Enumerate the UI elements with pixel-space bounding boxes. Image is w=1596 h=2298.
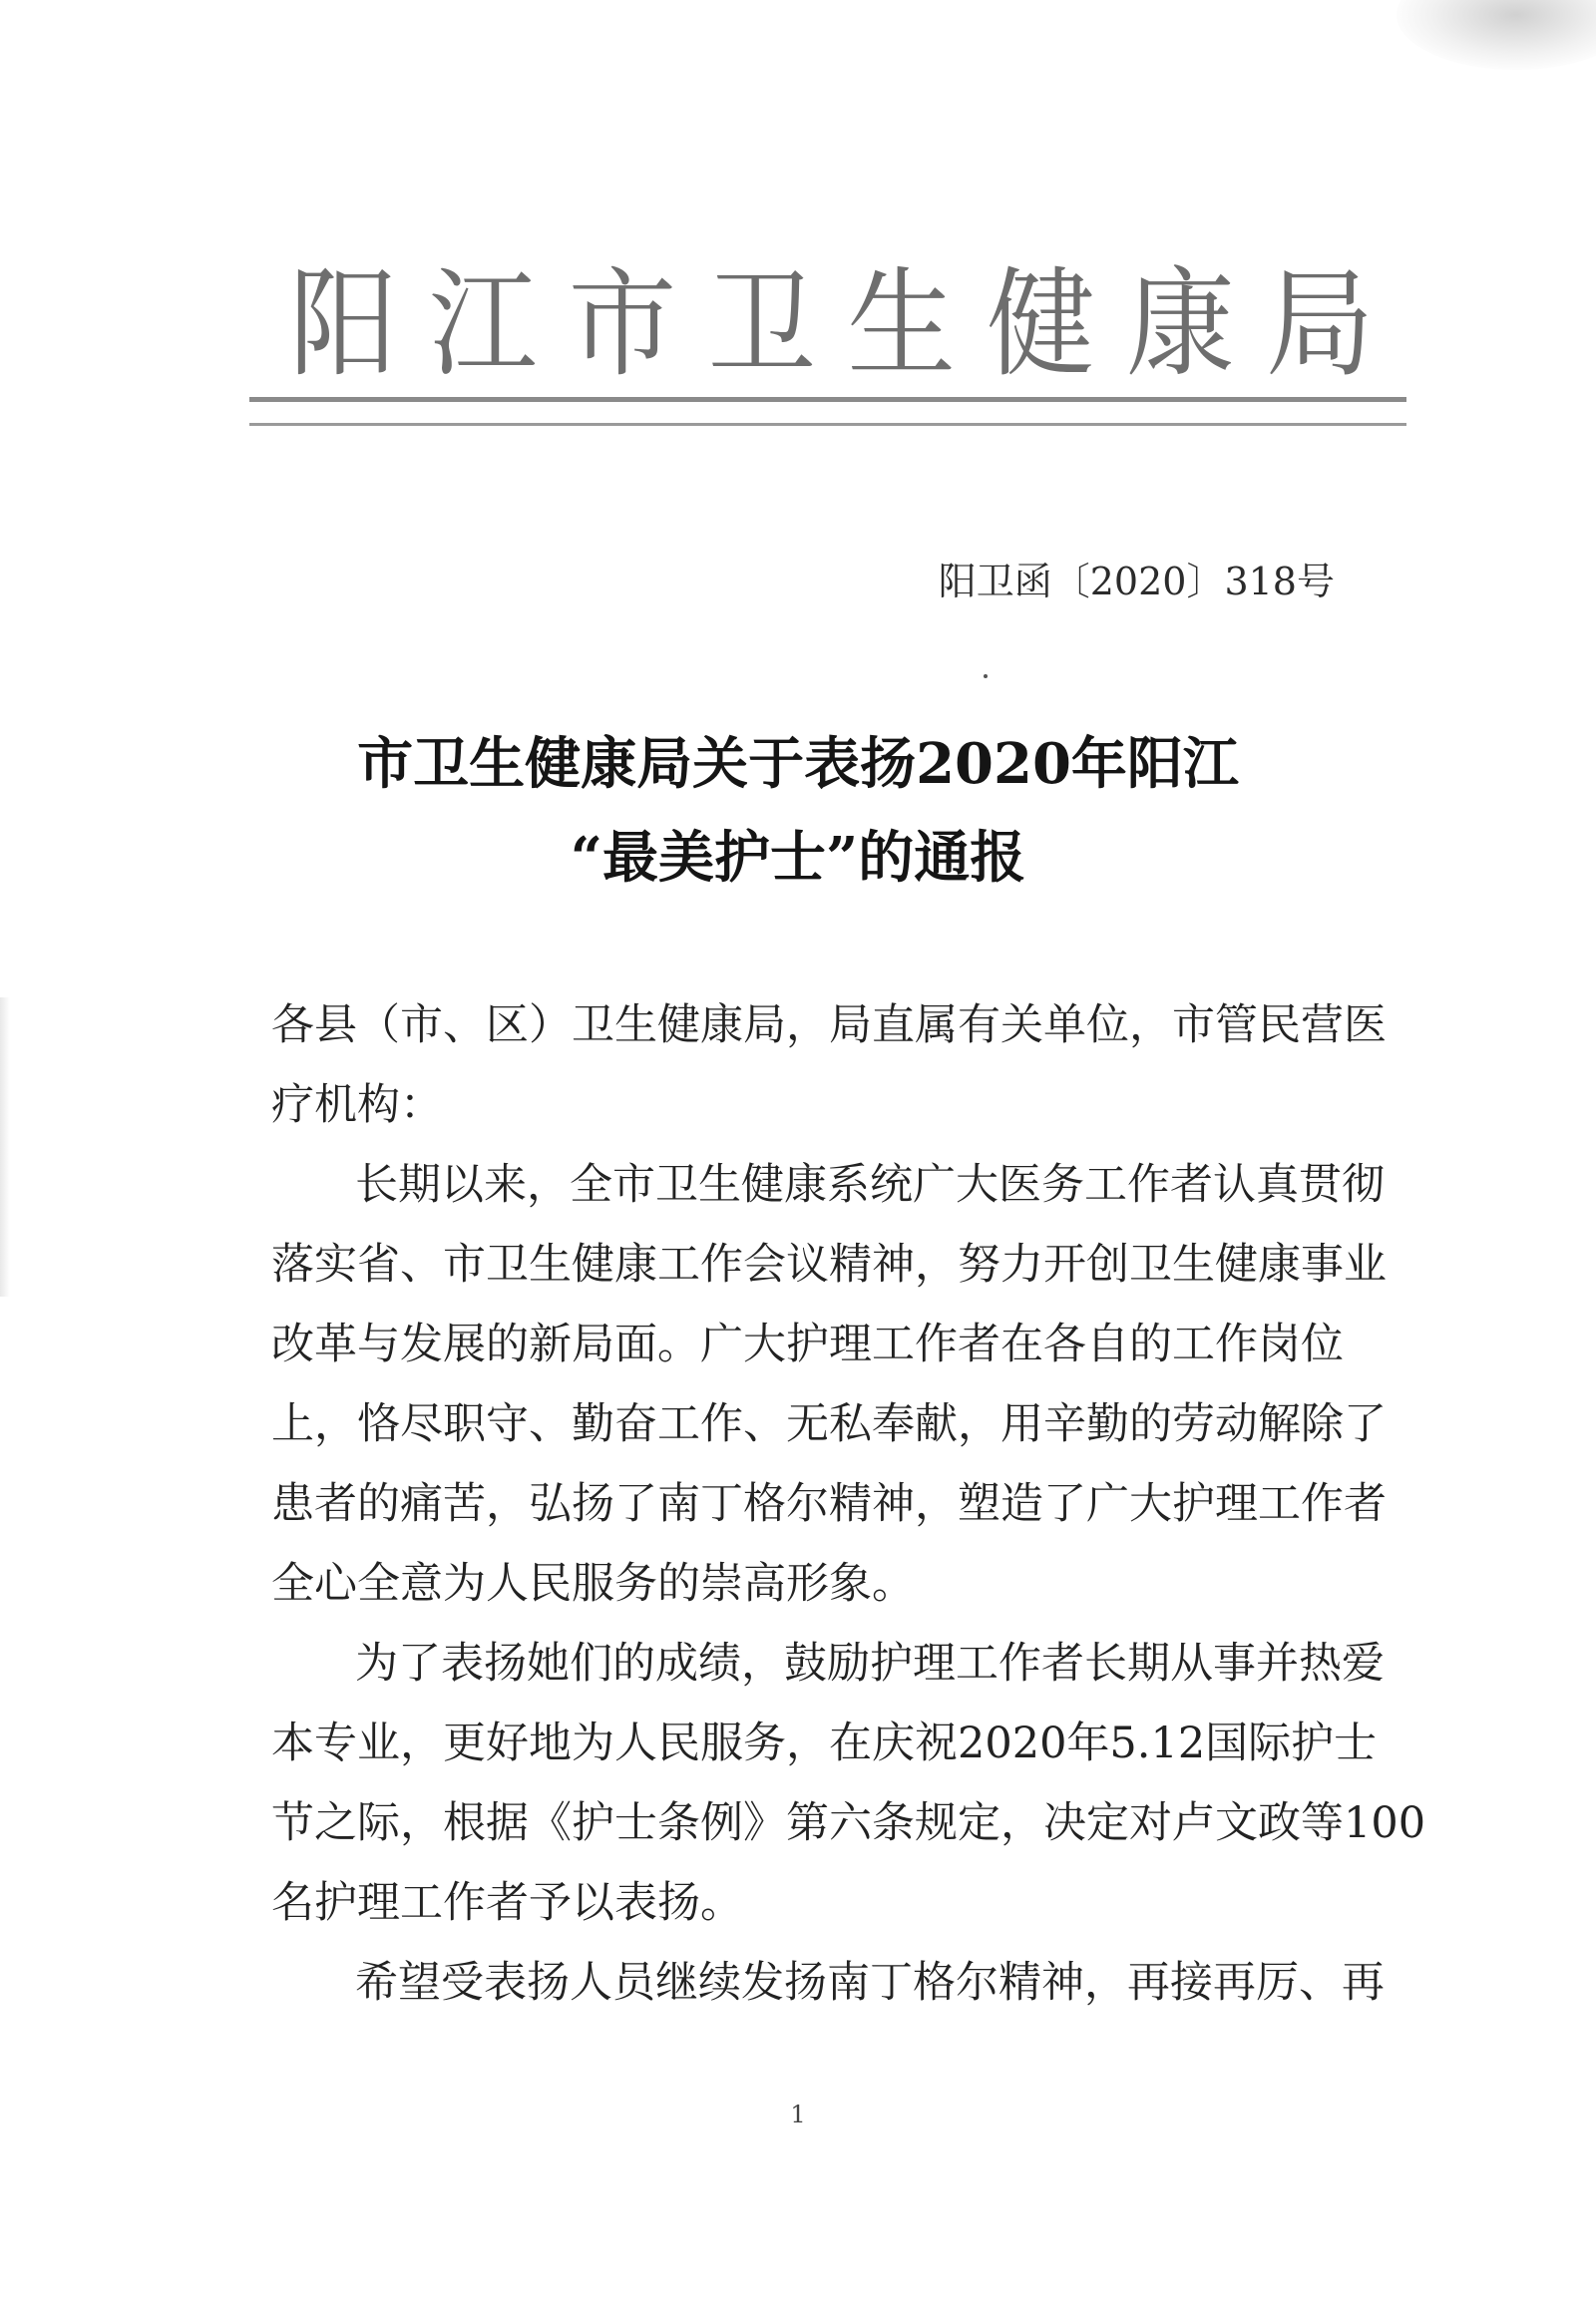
masthead-organization: 阳江市卫生健康局 bbox=[289, 255, 1405, 393]
body-line: 改革与发展的新局面。广大护理工作者在各自的工作岗位 bbox=[271, 1320, 1344, 1369]
document-title-line-1: 市卫生健康局关于表扬2020年阳江 bbox=[357, 731, 1239, 797]
salutation-line-2: 疗机构： bbox=[271, 1080, 443, 1130]
scan-corner-shadow bbox=[1396, 0, 1596, 70]
masthead-rule-thick bbox=[249, 397, 1406, 402]
document-number: 阳卫函〔2020〕318号 bbox=[938, 560, 1335, 603]
document-title-line-2: “最美护士”的通报 bbox=[570, 825, 1026, 891]
body-line: 全心全意为人民服务的崇高形象。 bbox=[271, 1559, 915, 1609]
scan-edge-shadow bbox=[0, 997, 10, 1297]
body-line: 患者的痛苦，弘扬了南丁格尔精神，塑造了广大护理工作者 bbox=[271, 1479, 1387, 1529]
salutation-line-1: 各县（市、区）卫生健康局，局直属有关单位，市管民营医 bbox=[271, 1000, 1387, 1050]
page-number: 1 bbox=[790, 2101, 806, 2128]
masthead-rule-thin bbox=[249, 423, 1406, 426]
body-line: 长期以来，全市卫生健康系统广大医务工作者认真贯彻 bbox=[355, 1160, 1385, 1210]
body-line: 名护理工作者予以表扬。 bbox=[271, 1878, 743, 1928]
scan-dot bbox=[984, 674, 988, 678]
body-line: 希望受表扬人员继续发扬南丁格尔精神，再接再厉、再 bbox=[355, 1958, 1385, 2008]
body-line: 本专业，更好地为人民服务，在庆祝2020年5.12国际护士 bbox=[271, 1719, 1378, 1768]
body-line: 为了表扬她们的成绩，鼓励护理工作者长期从事并热爱 bbox=[355, 1639, 1385, 1689]
body-line: 节之际，根据《护士条例》第六条规定，决定对卢文政等100 bbox=[271, 1798, 1426, 1848]
body-line: 上，恪尽职守、勤奋工作、无私奉献，用辛勤的劳动解除了 bbox=[271, 1399, 1387, 1449]
body-line: 落实省、市卫生健康工作会议精神，努力开创卫生健康事业 bbox=[271, 1240, 1387, 1290]
